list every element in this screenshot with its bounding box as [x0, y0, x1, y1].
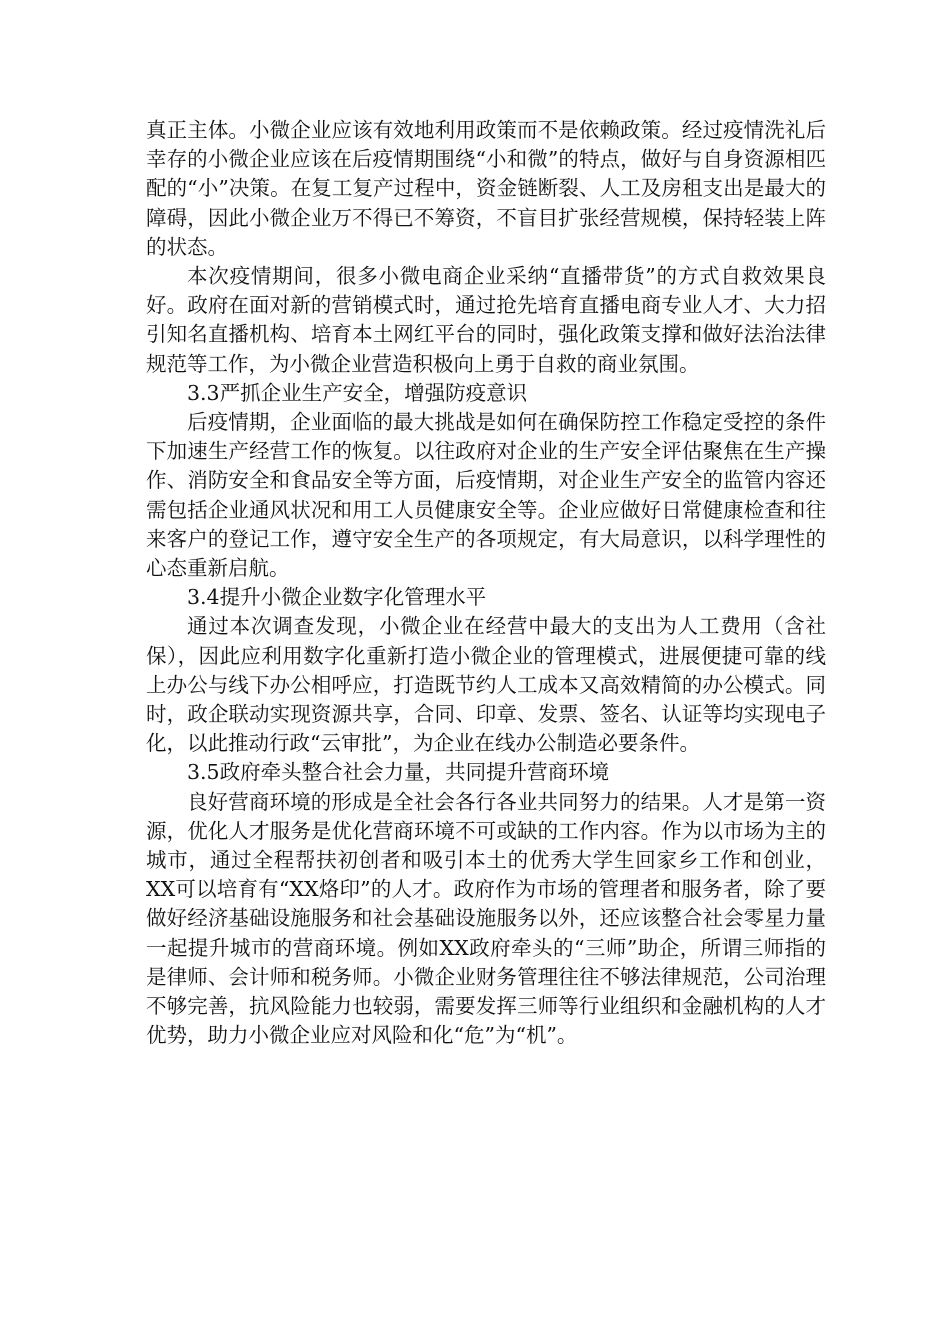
paragraph-production-safety: 后疫情期，企业面临的最大挑战是如何在确保防控工作稳定受控的条件下加速生产经营工作的恢复。以往政府对企业的生产安全评估聚焦在生产操作、消防安全和食品安全等方面，后疫情期，对企业生产安全的监管内容还需包括企业通风状况和用工人员健康安全等。企业应做好日常健康检查和往来客户的登记工作，遵守安全生产的各项规定，有大局意识，以科学理性的心态重新启航。 — [146, 410, 826, 581]
paragraph-business-environment: 良好营商环境的形成是全社会各行各业共同努力的结果。人才是第一资源，优化人才服务是优化营商环境不可或缺的工作内容。作为以市场为主的城市，通过全程帮扶初创者和吸引本土的优秀大学生回家乡工作和创业，XX可以培育有“XX烙印”的人才。政府作为市场的管理者和服务者，除了要做好经济基础设施服务和社会基础设施服务以外，还应该整合社会零星力量一起提升城市的营商环境。例如XX政府牵头的“三师”助企，所谓三师指的是律师、会计师和税务师。小微企业财务管理往往不够法律规范，公司治理不够完善，抗风险能力也较弱，需要发挥三师等行业组织和金融机构的人才优势，助力小微企业应对风险和化“危”为“机”。 — [146, 789, 826, 1048]
document-body — [146, 116, 826, 1051]
paragraph-continuation: 真正主体。小微企业应该有效地利用政策而不是依赖政策。经过疫情洗礼后幸存的小微企业应该在后疫情期围绕“小和微”的特点，做好与自身资源相匹配的“小”决策。在复工复产过程中，资金链断裂、人工及房租支出是最大的障碍，因此小微企业万不得已不筹资，不盲目扩张经营规模，保持轻装上阵的状态。 — [146, 118, 826, 259]
section-heading-3-4: 3.4提升小微企业数字化管理水平 — [187, 585, 487, 610]
paragraph-livestream: 本次疫情期间，很多小微电商企业采纳“直播带货”的方式自救效果良好。政府在面对新的营销模式时，通过抢先培育直播电商专业人才、大力招引知名直播机构、培育本土网红平台的同时，强化政策支撑和做好法治法律规范等工作，为小微企业营造积极向上勇于自救的商业氛围。 — [146, 264, 826, 376]
paragraph-digital-management: 通过本次调查发现，小微企业在经营中最大的支出为人工费用（含社保），因此应利用数字化重新打造小微企业的管理模式，进展便捷可靠的线上办公与线下办公相呼应，打造既节约人工成本又高效精简的办公模式。同时，政企联动实现资源共享，合同、印章、发票、签名、认证等均实现电子化，以此推动行政“云审批”，为企业在线办公制造必要条件。 — [146, 614, 826, 756]
section-heading-3-5: 3.5政府牵头整合社会力量，共同提升营商环境 — [187, 760, 610, 785]
section-heading-3-3: 3.3严抓企业生产安全，增强防疫意识 — [187, 380, 528, 405]
